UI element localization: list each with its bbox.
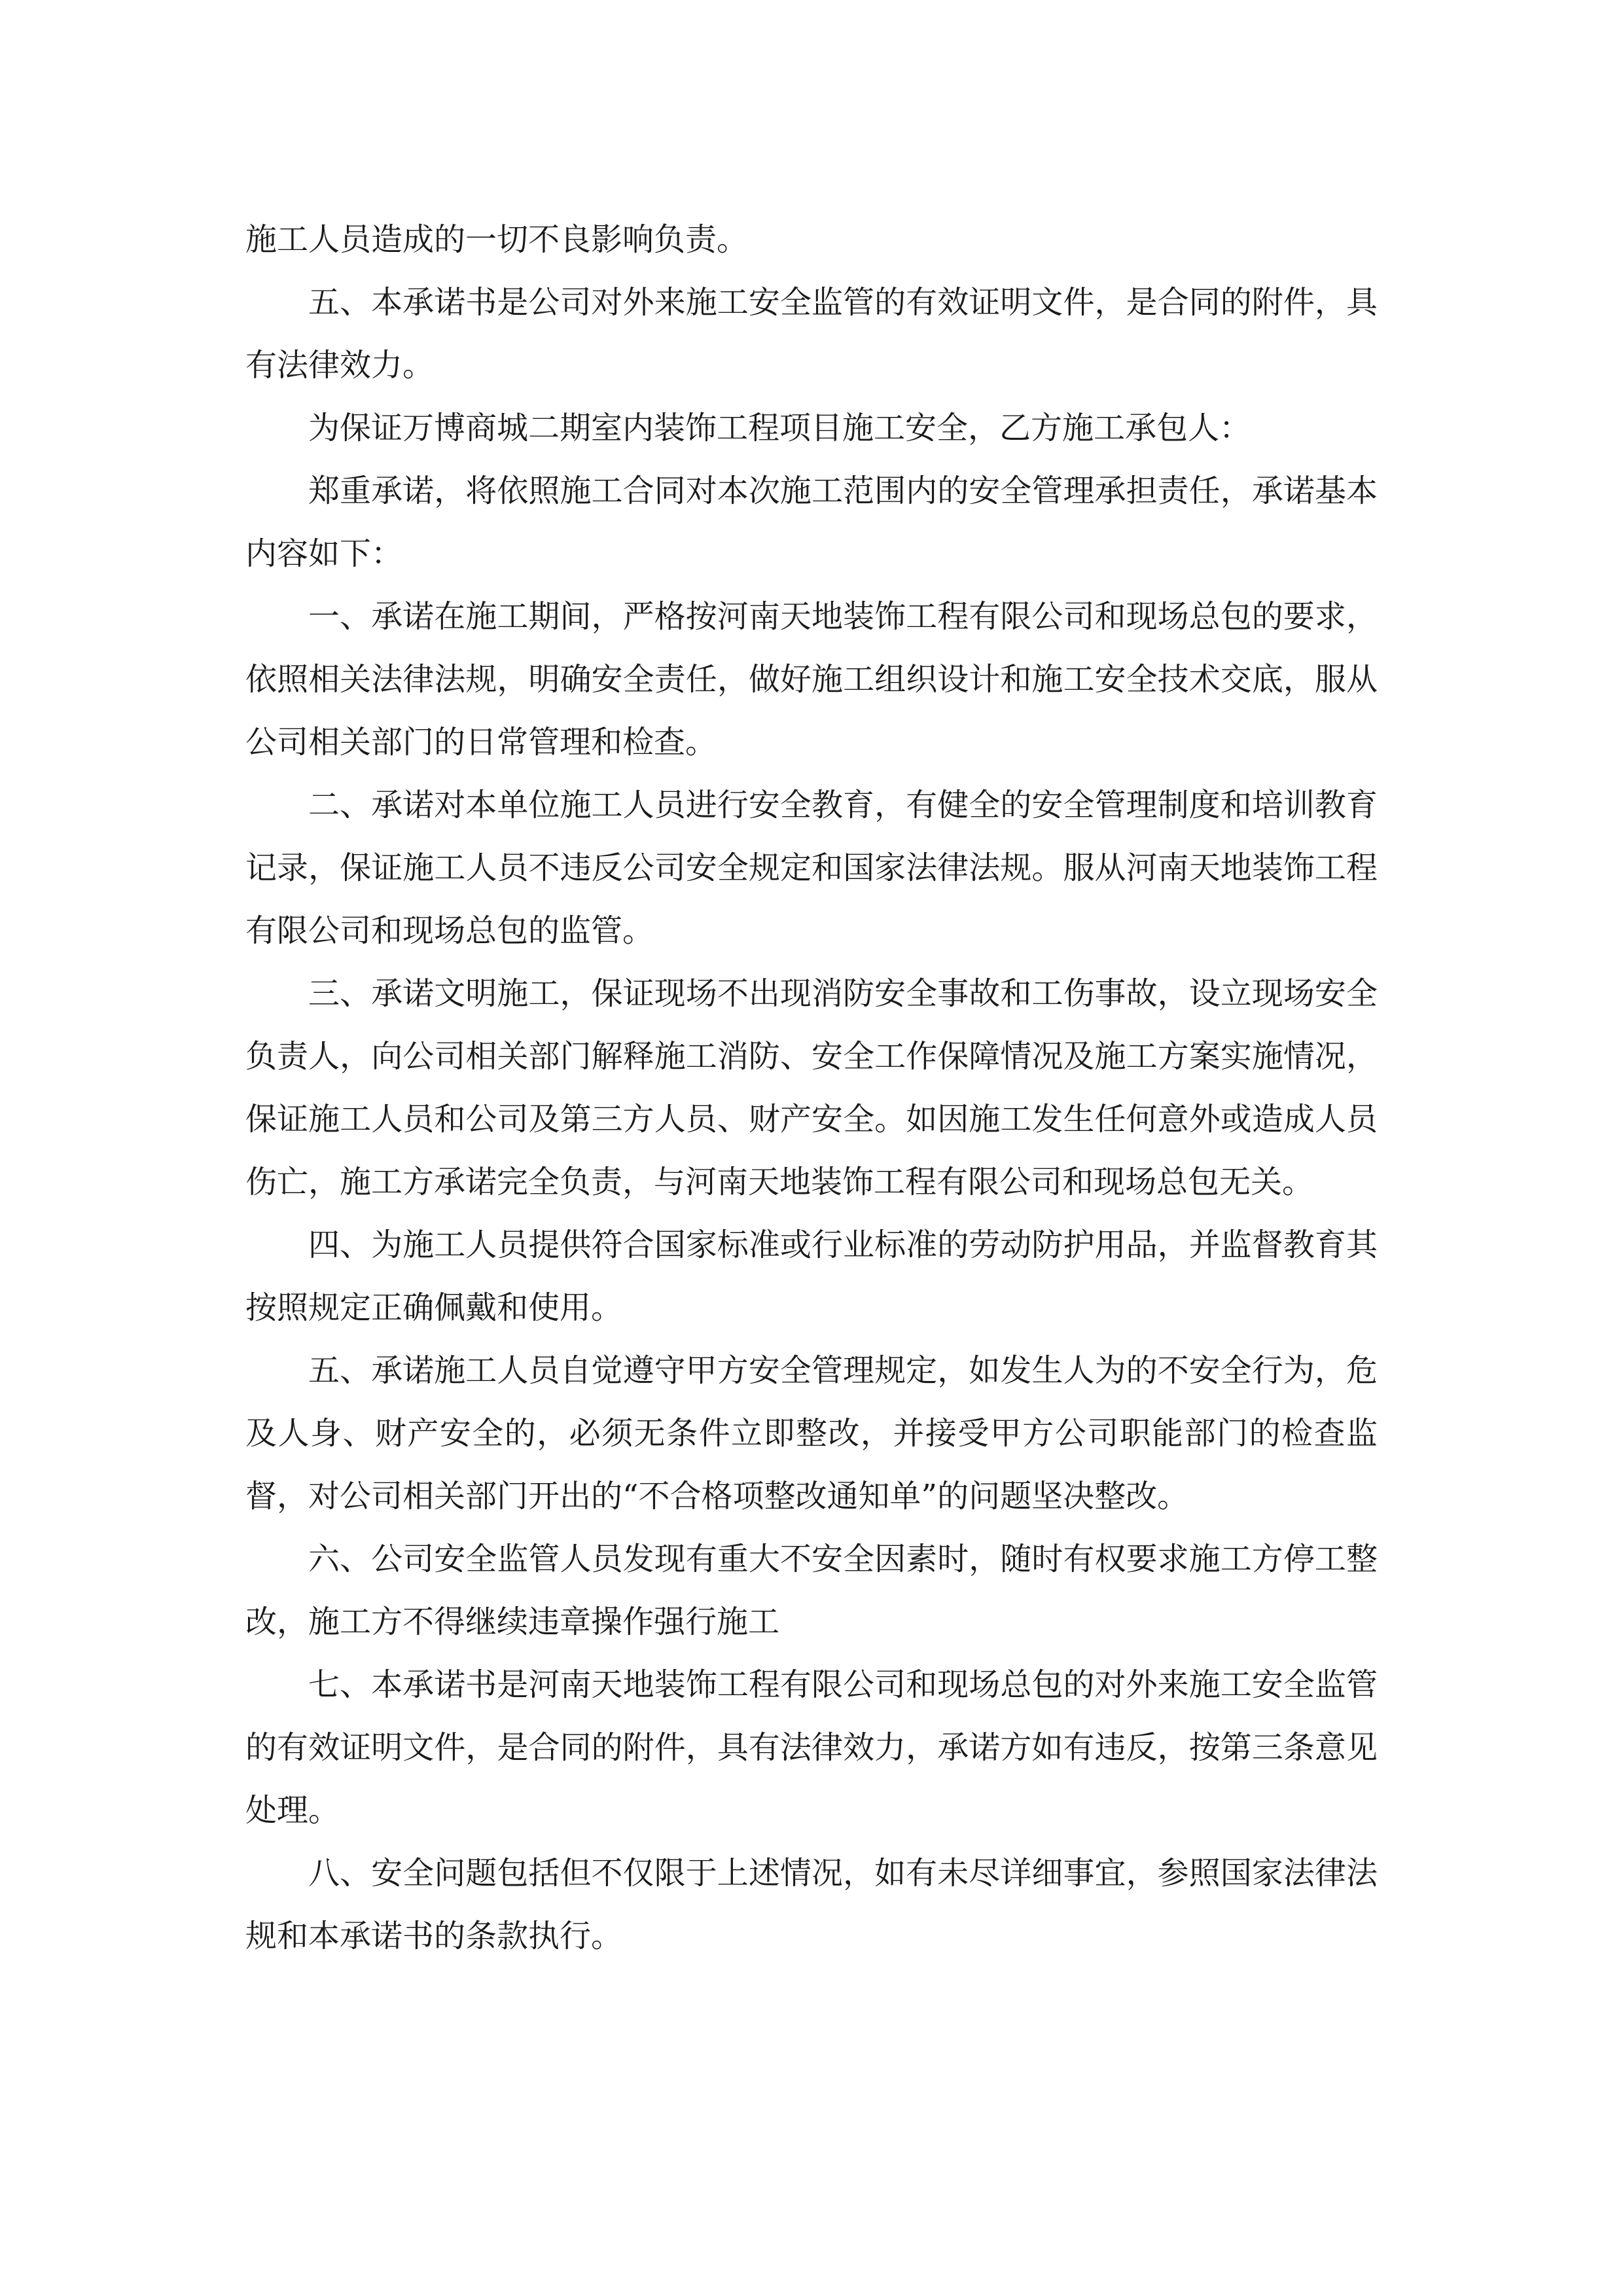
paragraph-clause-4: 四、为施工人员提供符合国家标准或行业标准的劳动防护用品，并监督教育其按照规定正确佩戴和使用。 [245, 1227, 1378, 1326]
paragraph-clause-6: 六、公司安全监管人员发现有重大不安全因素时，随时有权要求施工方停工整改，施工方不得继续违章操作强行施工 [245, 1541, 1378, 1640]
paragraph-solemn-promise: 郑重承诺，将依照施工合同对本次施工范围内的安全管理承担责任，承诺基本内容如下： [245, 473, 1378, 572]
paragraph-clause-5: 五、承诺施工人员自觉遵守甲方安全管理规定，如发生人为的不安全行为，危及人身、财产安全的，必须无条件立即整改，并接受甲方公司职能部门的检查监督，对公司相关部门开出的“不合格项整改通知单”的问题坚决整改。 [245, 1352, 1378, 1515]
paragraph-clause-2: 二、承诺对本单位施工人员进行安全教育，有健全的安全管理制度和培训教育记录，保证施工人员不违反公司安全规定和国家法律法规。服从河南天地装饰工程有限公司和现场总包的监管。 [245, 787, 1378, 949]
paragraph-clause-3: 三、承诺文明施工，保证现场不出现消防安全事故和工伤事故，设立现场安全负责人，向公司相关部门解释施工消防、安全工作保障情况及施工方案实施情况，保证施工人员和公司及第三方人员、财产安全。如因施工发生任何意外或造成人员伤亡，施工方承诺完全负责，与河南天地装饰工程有限公司和现场总包无关。 [245, 975, 1378, 1200]
paragraph-clause-5-validity: 五、本承诺书是公司对外来施工安全监管的有效证明文件，是合同的附件，具有法律效力。 [245, 284, 1378, 384]
paragraph-clause-7: 七、本承诺书是河南天地装饰工程有限公司和现场总包的对外来施工安全监管的有效证明文件，是合同的附件，具有法律效力，承诺方如有违反，按第三条意见处理。 [245, 1666, 1378, 1829]
document-body [245, 208, 1378, 1967]
paragraph-continued: 施工人员造成的一切不良影响负责。 [245, 221, 749, 258]
paragraph-clause-1: 一、承诺在施工期间，严格按河南天地装饰工程有限公司和现场总包的要求，依照相关法律法规，明确安全责任，做好施工组织设计和施工安全技术交底，服从公司相关部门的日常管理和检查。 [245, 598, 1378, 761]
paragraph-clause-8: 八、安全问题包括但不仅限于上述情况，如有未尽详细事宜，参照国家法律法规和本承诺书的条款执行。 [245, 1855, 1378, 1954]
paragraph-project-intro: 为保证万博商城二期室内装饰工程项目施工安全，乙方施工承包人： [308, 410, 1251, 446]
